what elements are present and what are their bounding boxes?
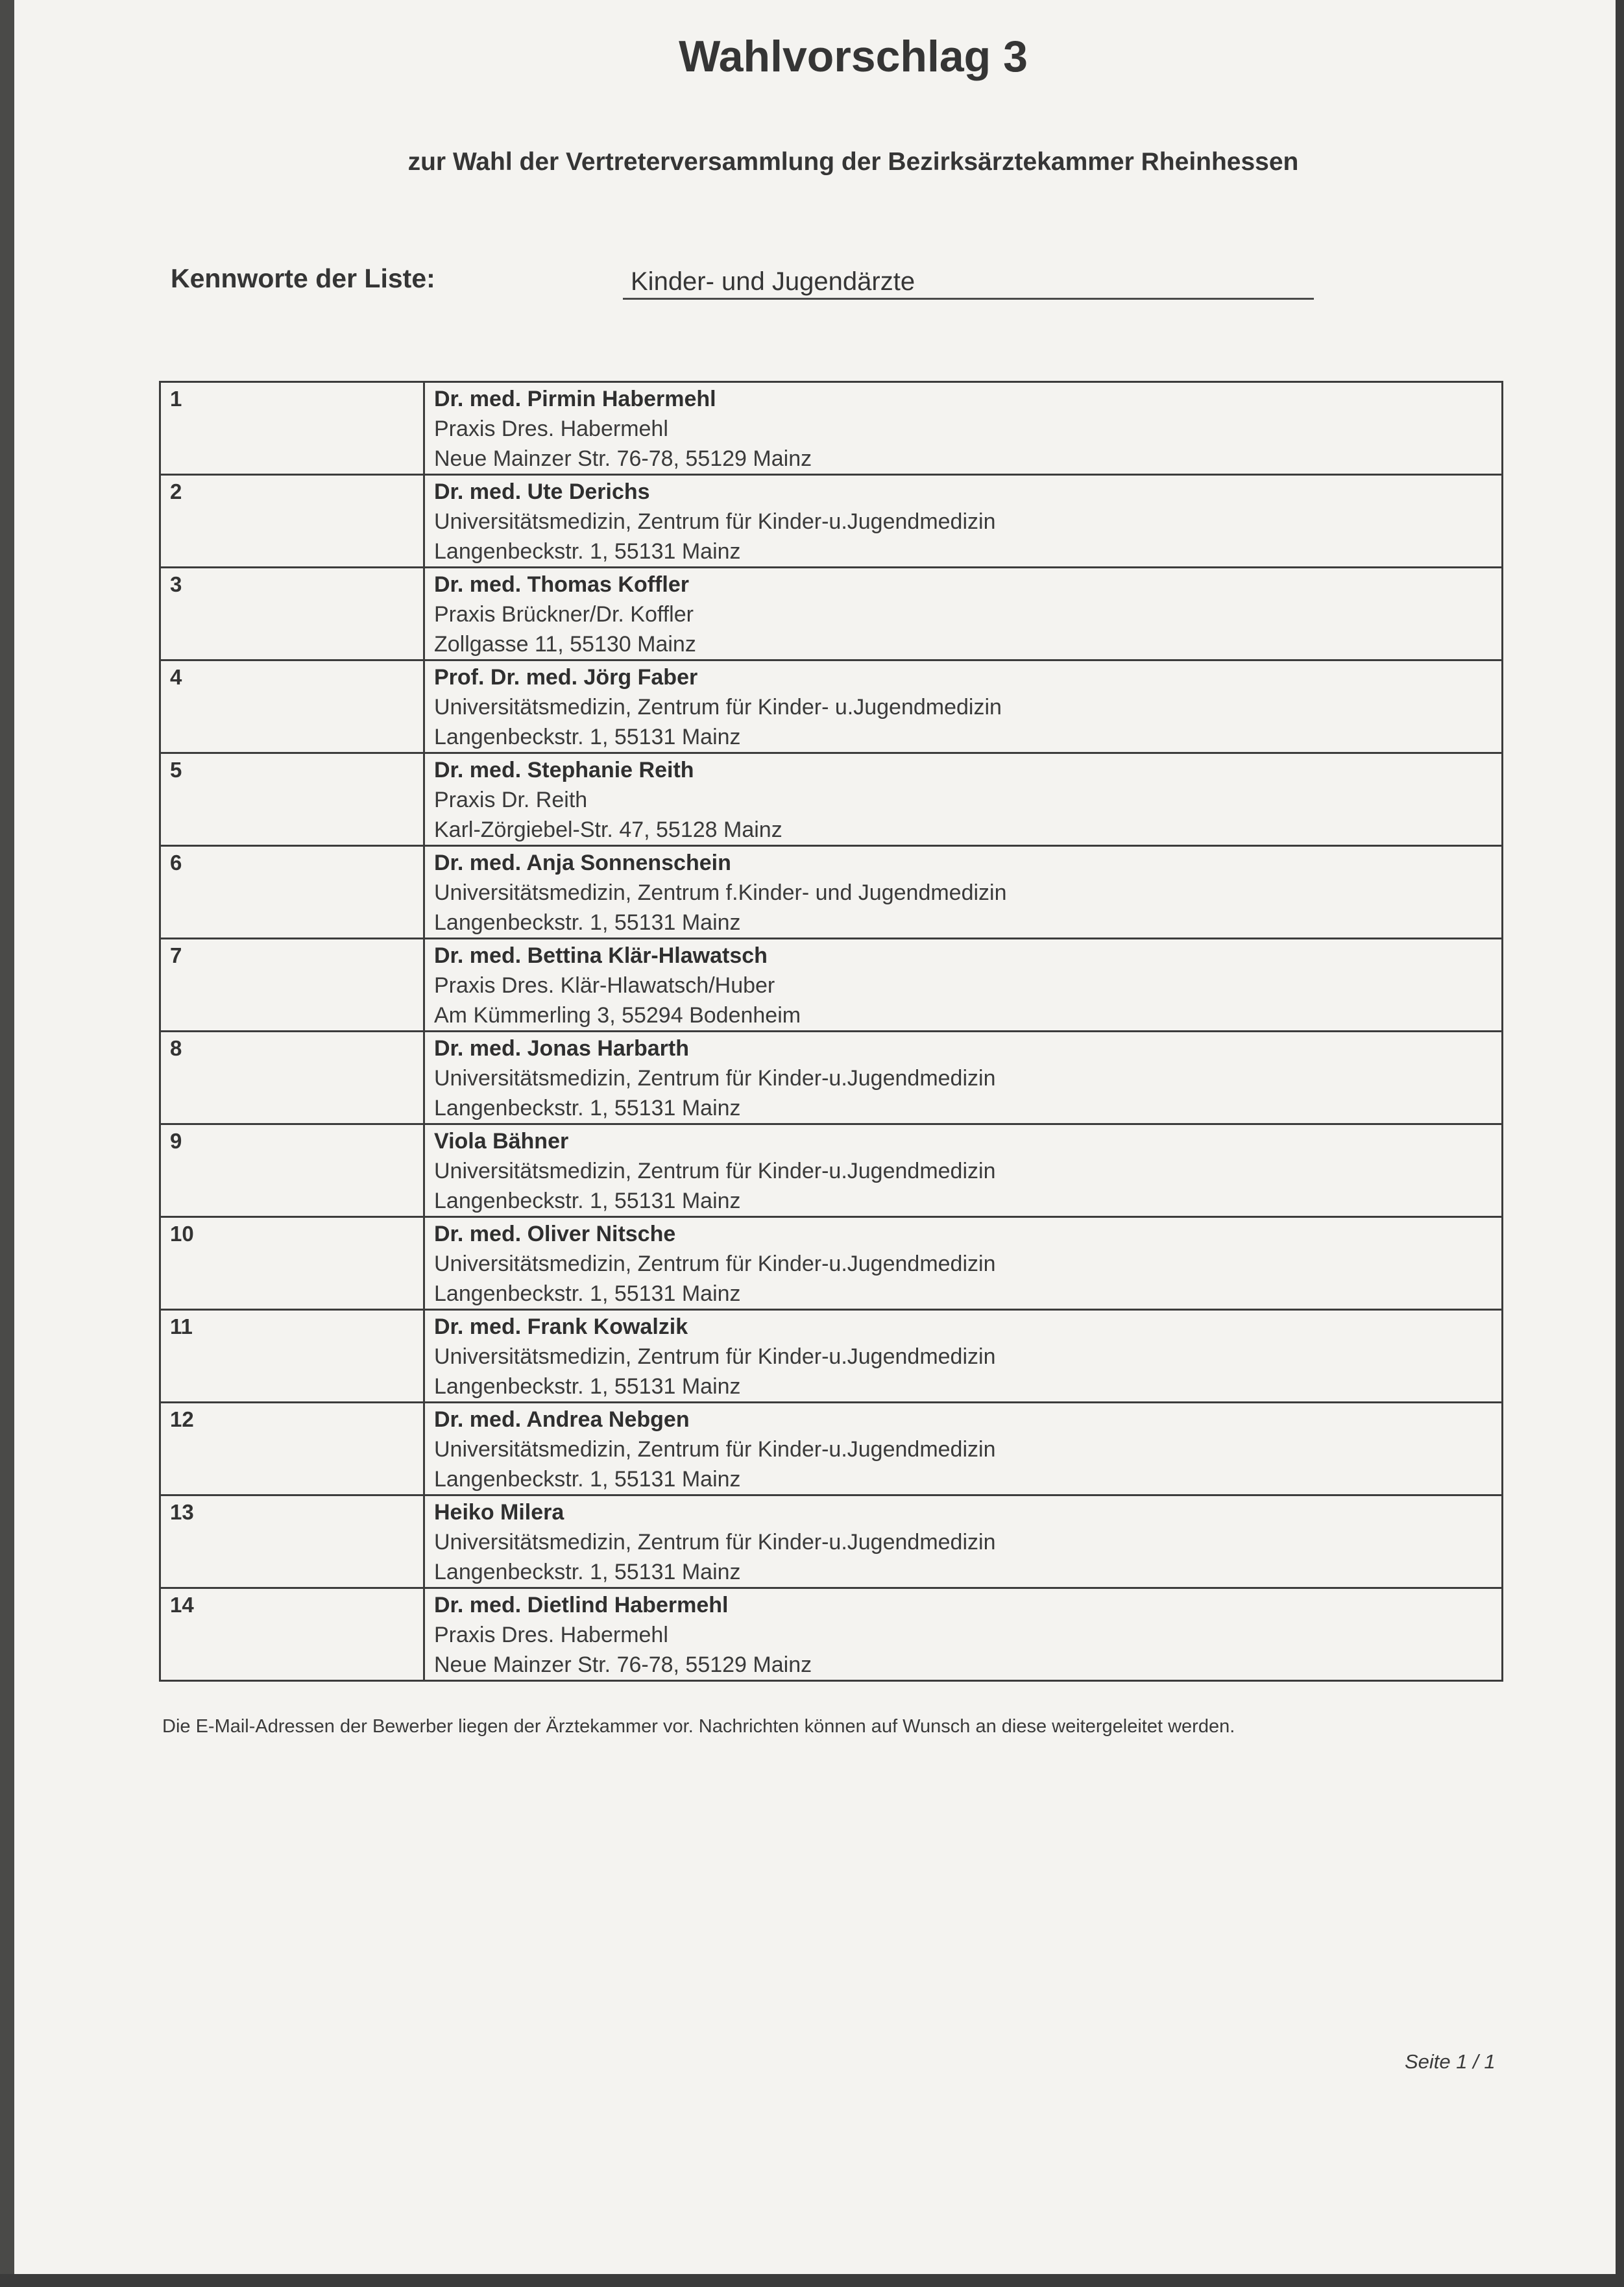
candidate-address: Langenbeckstr. 1, 55131 Mainz [434,1467,741,1492]
candidate-number: 5 [160,753,424,846]
table-row [160,382,1503,475]
candidate-number: 1 [160,382,424,475]
candidate-info [424,1217,1503,1310]
candidate-name: Dr. med. Jonas Harbarth [434,1036,690,1061]
candidate-address: Langenbeckstr. 1, 55131 Mainz [434,910,741,935]
candidate-address: Langenbeckstr. 1, 55131 Mainz [434,1096,741,1120]
candidate-address: Neue Mainzer Str. 76-78, 55129 Mainz [434,1652,812,1677]
table-row [160,1032,1503,1124]
table-row [160,753,1503,846]
table-row [160,568,1503,660]
candidate-number: 13 [160,1495,424,1588]
candidate-info [424,1495,1503,1588]
candidate-table [159,381,1503,1682]
candidate-name: Dr. med. Dietlind Habermehl [434,1593,729,1617]
document-title: Wahlvorschlag 3 [679,32,1028,81]
candidate-name: Heiko Milera [434,1500,564,1525]
candidate-address: Am Kümmerling 3, 55294 Bodenheim [434,1003,801,1028]
candidate-info [424,846,1503,939]
candidate-name: Dr. med. Stephanie Reith [434,758,694,782]
candidate-address: Langenbeckstr. 1, 55131 Mainz [434,725,741,749]
candidate-address: Langenbeckstr. 1, 55131 Mainz [434,539,741,564]
candidate-number: 6 [160,846,424,939]
candidate-number: 11 [160,1310,424,1403]
scan-edge-left [0,0,14,2287]
candidate-info [424,1403,1503,1495]
candidate-info [424,1032,1503,1124]
candidate-info [424,1124,1503,1217]
scan-edge-bottom [0,2274,1624,2287]
candidate-number: 7 [160,939,424,1032]
candidate-number: 2 [160,475,424,568]
table-row [160,1124,1503,1217]
table-row [160,1495,1503,1588]
candidate-address: Langenbeckstr. 1, 55131 Mainz [434,1560,741,1584]
table-row [160,846,1503,939]
candidate-name: Dr. med. Thomas Koffler [434,572,689,597]
candidate-affiliation: Praxis Dr. Reith [434,788,588,812]
candidate-info [424,475,1503,568]
candidate-affiliation: Praxis Brückner/Dr. Koffler [434,602,694,627]
candidate-affiliation: Universitätsmedizin, Zentrum für Kinder-u.Jugendmedizin [434,1252,996,1276]
candidate-name: Viola Bähner [434,1129,569,1154]
candidate-address: Karl-Zörgiebel-Str. 47, 55128 Mainz [434,817,782,842]
candidate-address: Neue Mainzer Str. 76-78, 55129 Mainz [434,446,812,471]
candidate-address: Zollgasse 11, 55130 Mainz [434,632,696,657]
candidate-name: Dr. med. Oliver Nitsche [434,1222,676,1246]
candidate-name: Dr. med. Andrea Nebgen [434,1407,690,1432]
candidate-info [424,568,1503,660]
table-row [160,475,1503,568]
candidate-info [424,660,1503,753]
candidate-affiliation: Universitätsmedizin, Zentrum für Kinder- u.Jugendmedizin [434,695,1002,720]
candidate-number: 3 [160,568,424,660]
keywords-label: Kennworte der Liste: [171,263,435,293]
candidate-number: 4 [160,660,424,753]
candidate-address: Langenbeckstr. 1, 55131 Mainz [434,1189,741,1213]
candidate-number: 9 [160,1124,424,1217]
candidate-affiliation: Universitätsmedizin, Zentrum für Kinder-u.Jugendmedizin [434,1066,996,1091]
page-number: Seite 1 / 1 [1405,2050,1496,2073]
candidate-affiliation: Universitätsmedizin, Zentrum für Kinder-u.Jugendmedizin [434,1344,996,1369]
candidate-affiliation: Universitätsmedizin, Zentrum für Kinder-u.Jugendmedizin [434,1159,996,1183]
table-row [160,939,1503,1032]
candidate-affiliation: Universitätsmedizin, Zentrum für Kinder-u.Jugendmedizin [434,509,996,534]
candidate-affiliation: Praxis Dres. Habermehl [434,417,668,441]
document-subtitle: zur Wahl der Vertreterversammlung der Bezirksärztekammer Rheinhessen [407,148,1299,176]
candidate-name: Dr. med. Frank Kowalzik [434,1314,688,1339]
candidate-name: Dr. med. Bettina Klär-Hlawatsch [434,943,768,968]
candidate-number: 8 [160,1032,424,1124]
table-row [160,660,1503,753]
table-row [160,1217,1503,1310]
candidate-affiliation: Praxis Dres. Klär-Hlawatsch/Huber [434,973,775,998]
candidate-affiliation: Universitätsmedizin, Zentrum für Kinder-u.Jugendmedizin [434,1437,996,1462]
candidate-affiliation: Praxis Dres. Habermehl [434,1623,668,1647]
candidate-name: Dr. med. Anja Sonnenschein [434,851,731,875]
candidate-name: Dr. med. Pirmin Habermehl [434,387,716,411]
footnote: Die E-Mail-Adressen der Bewerber liegen der Ärztekammer vor. Nachrichten können auf Wunsch an diese weitergeleitet werden. [162,1716,1235,1737]
candidate-name: Dr. med. Ute Derichs [434,479,650,504]
candidate-name: Prof. Dr. med. Jörg Faber [434,665,698,690]
candidate-info [424,1310,1503,1403]
candidate-info [424,382,1503,475]
candidate-affiliation: Universitätsmedizin, Zentrum für Kinder-u.Jugendmedizin [434,1530,996,1555]
table-row [160,1588,1503,1681]
candidate-address: Langenbeckstr. 1, 55131 Mainz [434,1374,741,1399]
table-row [160,1310,1503,1403]
candidate-info [424,753,1503,846]
keywords-value: Kinder- und Jugendärzte [623,267,1314,300]
candidate-info [424,1588,1503,1681]
candidate-address: Langenbeckstr. 1, 55131 Mainz [434,1281,741,1306]
candidate-number: 10 [160,1217,424,1310]
candidate-affiliation: Universitätsmedizin, Zentrum f.Kinder- und Jugendmedizin [434,880,1007,905]
scan-edge-right [1617,0,1624,2287]
candidate-number: 12 [160,1403,424,1495]
candidate-number: 14 [160,1588,424,1681]
candidate-info [424,939,1503,1032]
table-row [160,1403,1503,1495]
